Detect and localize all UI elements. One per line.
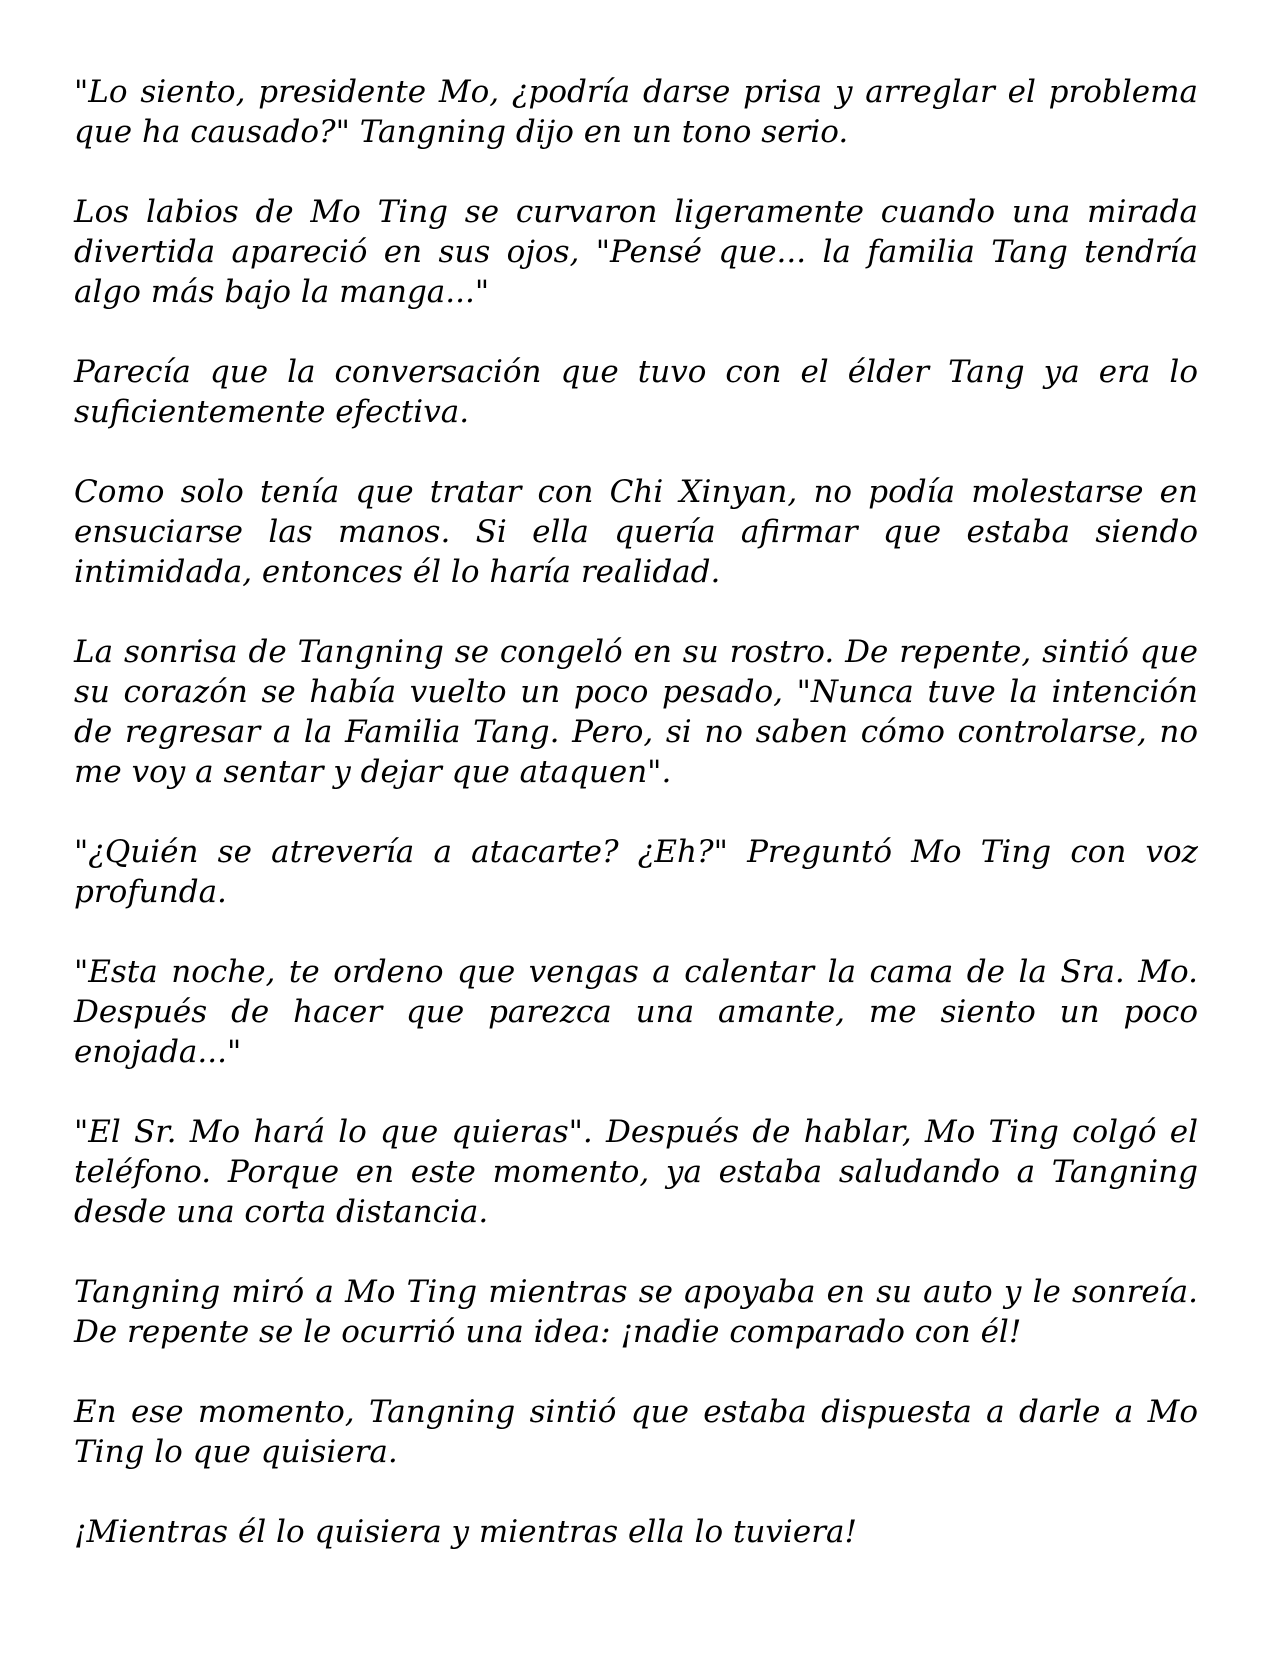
paragraph-7: "Esta noche, te ordeno que vengas a calentar la cama de la Sra. Mo. Después de hacer que parezca una amante, me siento un poco enojada...": [74, 954, 1198, 1070]
paragraph-8: "El Sr. Mo hará lo que quieras". Después de hablar, Mo Ting colgó el teléfono. Porque en este momento, ya estaba saludando a Tangning desde una corta distancia.: [74, 1114, 1198, 1230]
paragraph-9: Tangning miró a Mo Ting mientras se apoyaba en su auto y le sonreía. De repente se le ocurrió una idea: ¡nadie comparado con él!: [74, 1274, 1198, 1350]
paragraph-10: En ese momento, Tangning sintió que estaba dispuesta a darle a Mo Ting lo que quisiera.: [74, 1394, 1198, 1470]
paragraph-11: ¡Mientras él lo quisiera y mientras ella lo tuviera!: [74, 1514, 857, 1550]
paragraph-6: "¿Quién se atrevería a atacarte? ¿Eh?" Preguntó Mo Ting con voz profunda.: [74, 834, 1198, 910]
paragraph-5: La sonrisa de Tangning se congeló en su rostro. De repente, sintió que su corazón se había vuelto un poco pesado, "Nunca tuve la intención de regresar a la Familia Tang. Pero, si no saben cómo controlarse, no me voy a sentar y dejar que ataquen".: [74, 634, 1198, 790]
paragraph-1: "Lo siento, presidente Mo, ¿podría darse prisa y arreglar el problema que ha causado?" Tangning dijo en un tono serio.: [74, 74, 1198, 150]
paragraph-2: Los labios de Mo Ting se curvaron ligeramente cuando una mirada divertida apareció en sus ojos, "Pensé que... la familia Tang tendría algo más bajo la manga...": [74, 194, 1198, 310]
document-page: [74, 72, 1198, 1552]
paragraph-4: Como solo tenía que tratar con Chi Xinyan, no podía molestarse en ensuciarse las manos. Si ella quería afirmar que estaba siendo intimidada, entonces él lo haría realidad.: [74, 474, 1198, 590]
paragraph-3: Parecía que la conversación que tuvo con el élder Tang ya era lo suficientemente efectiva.: [74, 354, 1198, 430]
